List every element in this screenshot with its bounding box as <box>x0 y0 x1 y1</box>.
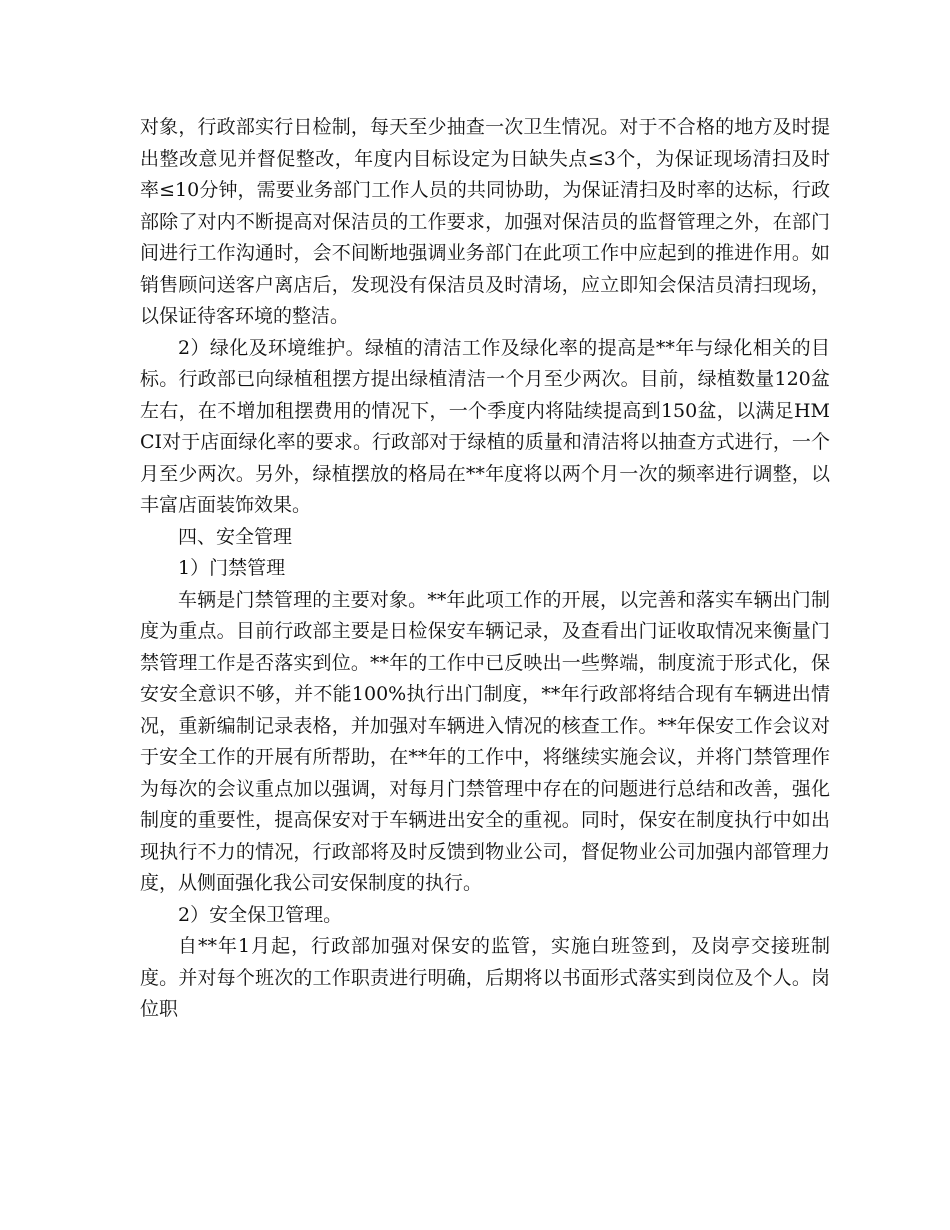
paragraph-security-guard: 自**年1月起，行政部加强对保安的监管，实施白班签到，及岗亭交接班制度。并对每个班次的工作职责进行明确，后期将以书面形式落实到岗位及个人。岗位职 <box>140 935 830 1020</box>
subheading-access-control: 1）门禁管理 <box>178 557 286 579</box>
paragraph-access-control: 车辆是门禁管理的主要对象。**年此项工作的开展，以完善和落实车辆出门制度为重点。目前行政部主要是日检保安车辆记录，及查看出门证收取情况来衡量门禁管理工作是否落实到位。**年的工作中已反映出一些弊端，制度流于形式化，保安安全意识不够，并不能100%执行出门制度，**年行政部将结合现有车辆进出情况，重新编制记录表格，并加强对车辆进入情况的核查工作。**年保安工作会议对于安全工作的开展有所帮助，在**年的工作中，将继续实施会议，并将门禁管理作为每次的会议重点加以强调，对每月门禁管理中存在的问题进行总结和改善，强化制度的重要性，提高保安对于车辆进出安全的重视。同时，保安在制度执行中如出现执行不力的情况，行政部将及时反馈到物业公司，督促物业公司加强内部管理力度，从侧面强化我公司安保制度的执行。 <box>140 588 830 894</box>
section-heading-safety: 四、安全管理 <box>178 525 293 548</box>
paragraph-sanitation: 对象，行政部实行日检制，每天至少抽查一次卫生情况。对于不合格的地方及时提出整改意见并督促整改，年度内目标设定为日缺失点≤3个，为保证现场清扫及时率≤10分钟，需要业务部门工作人员的共同协助，为保证清扫及时率的达标，行政部除了对内不断提高对保洁员的工作要求，加强对保洁员的监督管理之外，在部门间进行工作沟通时，会不间断地强调业务部门在此项工作中应起到的推进作用。如销售顾问送客户离店后，发现没有保洁员及时清场，应立即知会保洁员清扫现场，以保证待客环境的整洁。 <box>140 116 830 327</box>
subheading-security-guard: 2）安全保卫管理。 <box>178 903 343 926</box>
document-page <box>140 112 830 1026</box>
paragraph-greening: 2）绿化及环境维护。绿植的清洁工作及绿化率的提高是**年与绿化相关的目标。行政部已向绿植租摆方提出绿植清洁一个月至少两次。目前，绿植数量120盆左右，在不增加租摆费用的情况下，一个季度内将陆续提高到150盆，以满足HMCI对于店面绿化率的要求。行政部对于绿植的质量和清洁将以抽查方式进行，一个月至少两次。另外，绿植摆放的格局在**年度将以两个月一次的频率进行调整，以丰富店面装饰效果。 <box>140 336 830 516</box>
